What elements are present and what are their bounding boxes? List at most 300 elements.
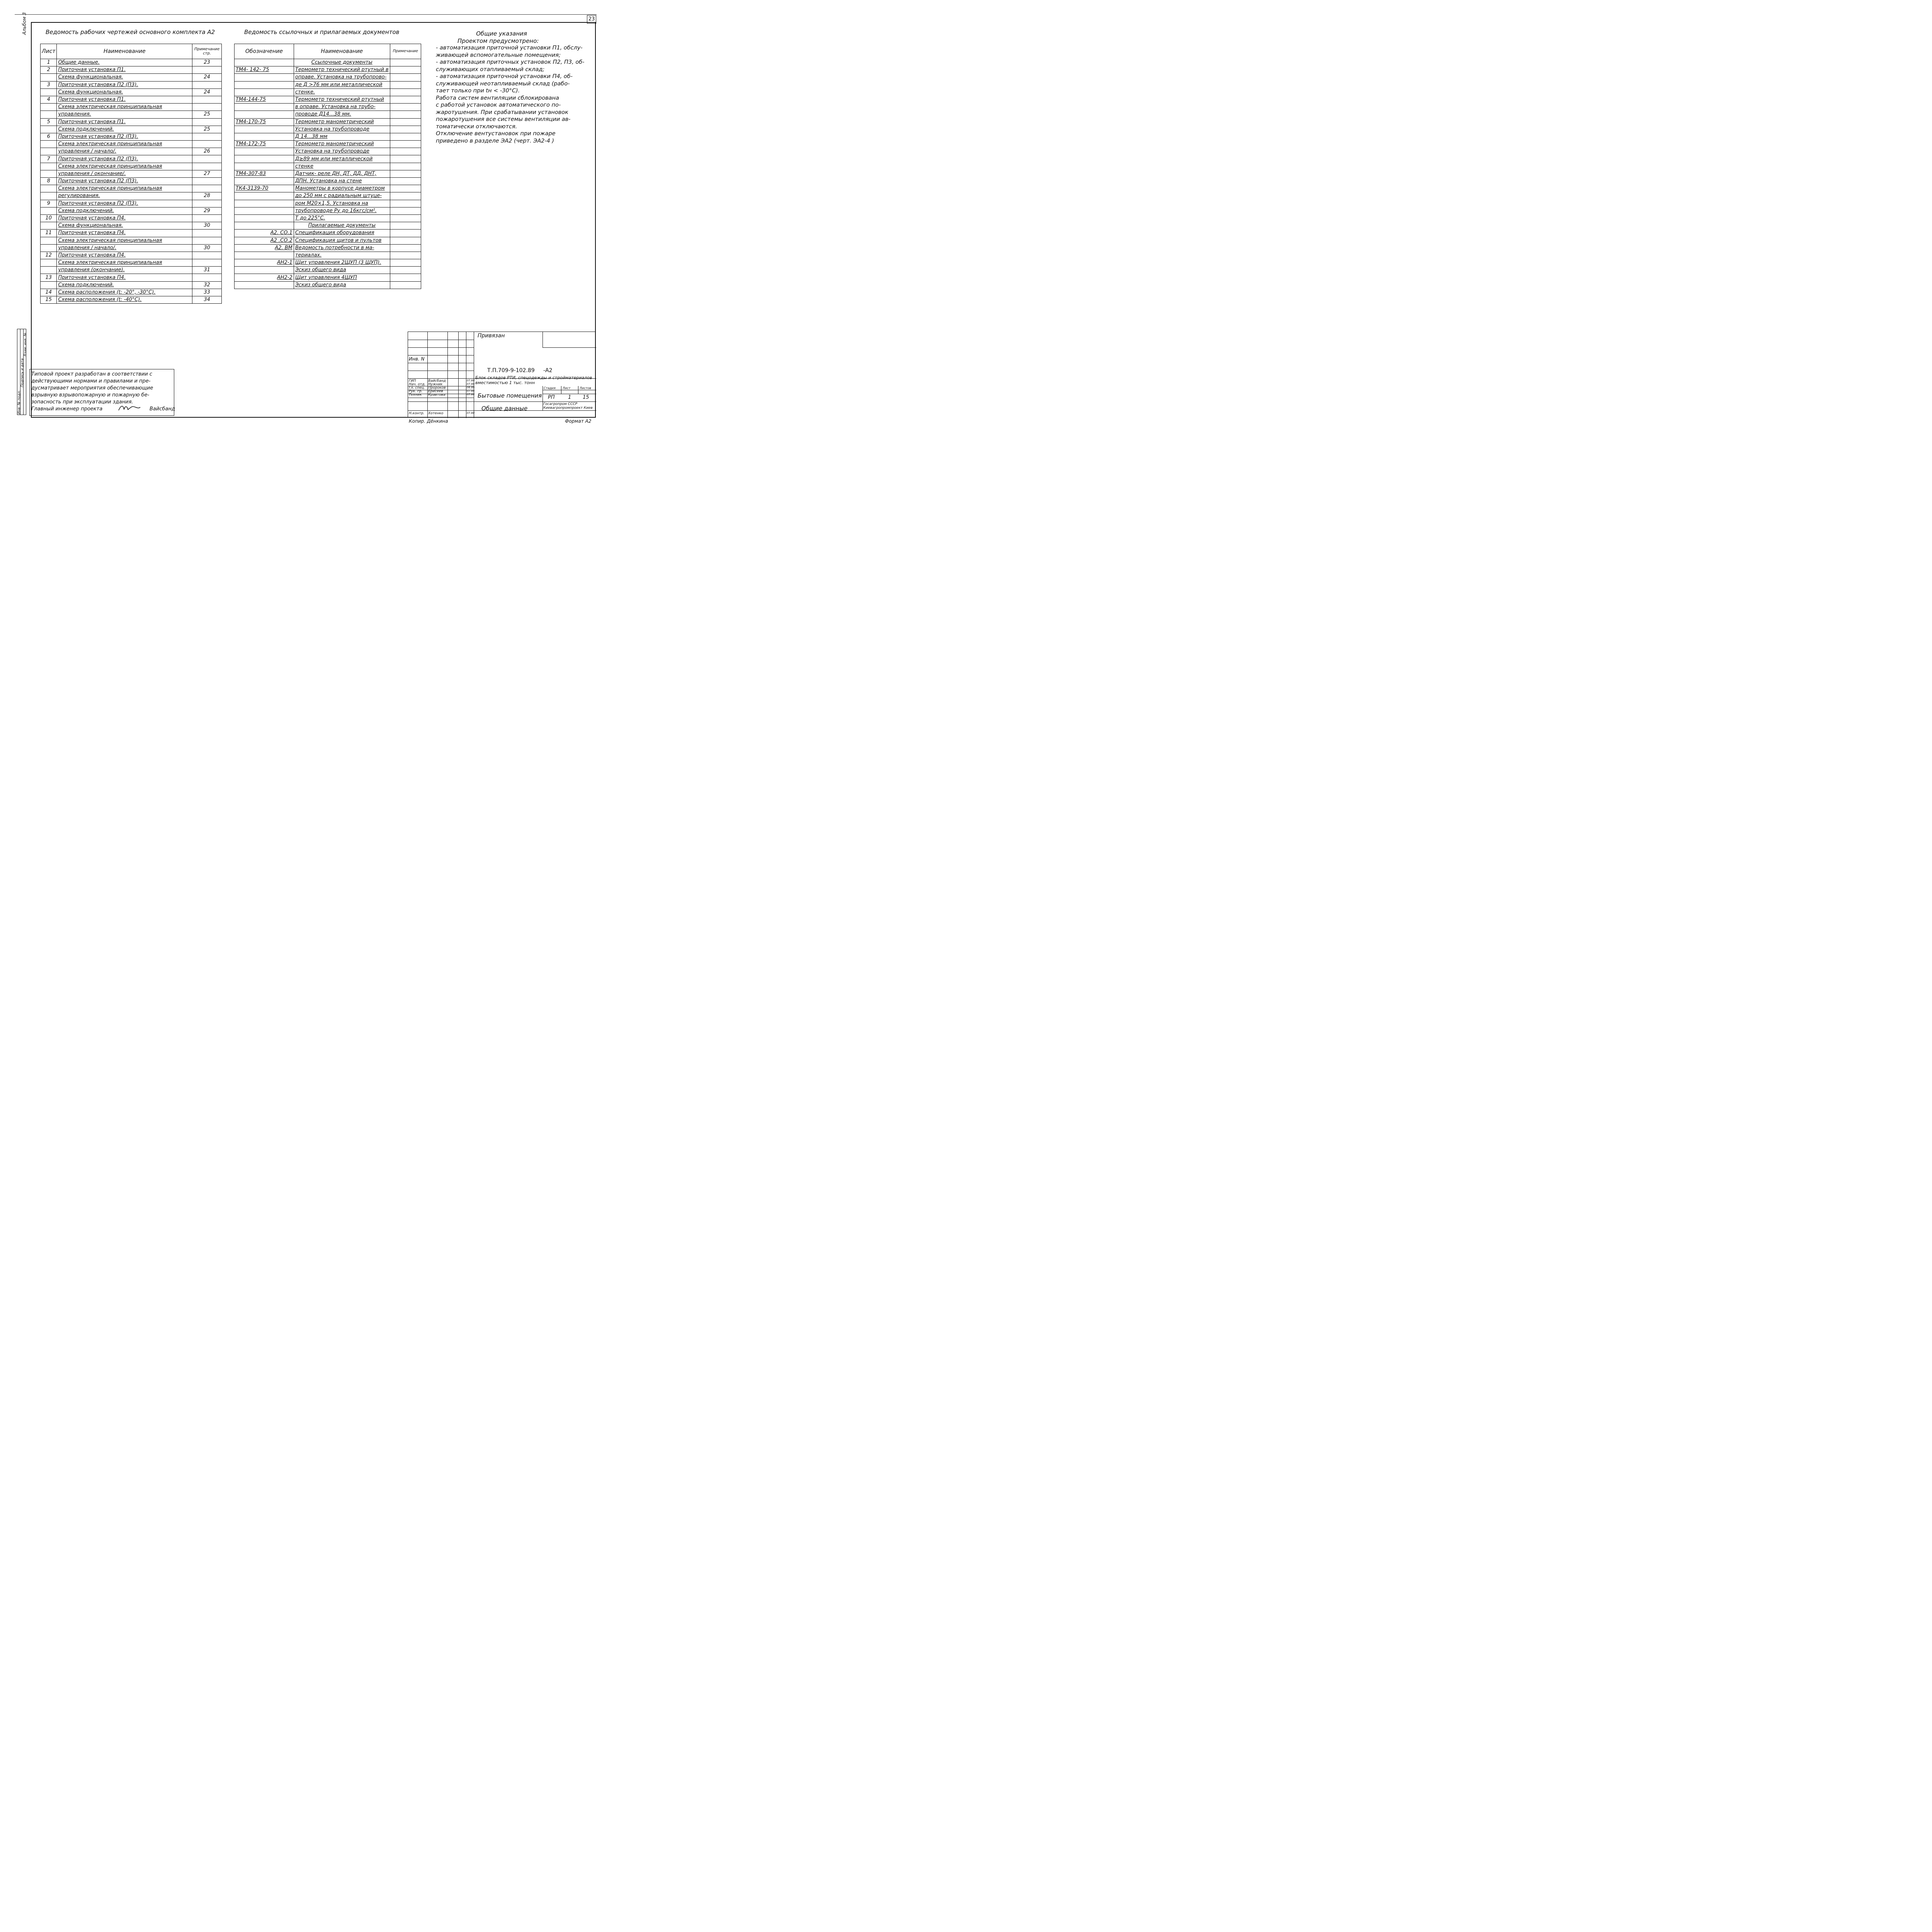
cell-sheet: 15: [41, 296, 57, 304]
cell-ref-name: Установка на трубопроводе: [294, 126, 390, 133]
cell-code: [235, 133, 294, 140]
sheet-title: Общие данные: [481, 405, 528, 412]
table-row: [41, 170, 222, 177]
cell-code: [235, 192, 294, 200]
cell-ref-note: [390, 126, 421, 133]
cell-sheet: [41, 163, 57, 170]
cell-name: Приточная установка П2 (П3).: [57, 178, 192, 185]
cell-code: [235, 111, 294, 118]
cell-name: Приточная установка П2 (П3).: [57, 155, 192, 163]
table-row: [41, 192, 222, 200]
cell-code: АН2-1: [235, 259, 294, 267]
cell-sheet: [41, 267, 57, 274]
cell-sheet: 3: [41, 81, 57, 88]
stage-label: Стадия: [544, 386, 556, 390]
cell-note: [192, 163, 222, 170]
notes-line: тает только при tн < -30°С).: [436, 88, 520, 94]
table-row: [41, 111, 222, 118]
cell-ref-note: [390, 59, 421, 66]
table-row: [235, 66, 421, 74]
table-row: [235, 274, 421, 281]
table-row: [235, 163, 421, 170]
side-stamp-replace: Взам. инв. №: [24, 332, 27, 356]
statement-lines: [31, 371, 172, 406]
notes-title: Общие указания: [476, 30, 527, 37]
cell-note: 29: [192, 207, 222, 214]
drawings-list-title: Ведомость рабочих чертежей основного комплекта А2: [46, 29, 215, 36]
cell-ref-note: [390, 133, 421, 140]
cell-note: [192, 178, 222, 185]
statement-line: зопасность при эксплуатации здания.: [31, 399, 133, 405]
sheets-value: 15: [583, 395, 589, 400]
cell-ref-note: [390, 192, 421, 200]
sheet-value: 1: [568, 395, 571, 400]
cell-code: ТМ4- 142- 75: [235, 66, 294, 74]
notes-line: с работой установок автоматического по-: [436, 102, 561, 108]
cell-note: [192, 118, 222, 126]
cell-sheet: [41, 111, 57, 118]
cell-ref-note: [390, 207, 421, 214]
notes-line: томатически отключаются.: [436, 123, 517, 130]
cell-code: [235, 207, 294, 214]
general-notes: [436, 30, 590, 145]
cell-ref-name: териалах.: [294, 252, 390, 259]
cell-note: [192, 200, 222, 207]
refs-table: [234, 44, 421, 289]
cell-note: 27: [192, 170, 222, 177]
checker-role: Н.контр.: [409, 412, 425, 415]
cell-sheet: 12: [41, 252, 57, 259]
cell-code: [235, 267, 294, 274]
sheets-label: Листов: [580, 386, 591, 390]
table-row: [41, 222, 222, 230]
refs-list-title: Ведомость ссылочных и прилагаемых документов: [244, 29, 400, 36]
table-row: [41, 155, 222, 163]
cell-name: Схема подключений.: [57, 207, 192, 214]
cell-name: Приточная установка П2 (П3).: [57, 200, 192, 207]
cell-ref-name: Термометр манометрический: [294, 141, 390, 148]
cell-code: [235, 104, 294, 111]
statement-line: действующими нормами и правилами и пре-: [31, 378, 151, 384]
cell-ref-name: Спецификация оборудования: [294, 230, 390, 237]
cell-ref-name: проводе Д14...38 мм.: [294, 111, 390, 118]
cell-ref-note: [390, 259, 421, 267]
cell-note: [192, 185, 222, 192]
table-row: [41, 133, 222, 140]
title-block: [408, 332, 596, 418]
cell-ref-name: Термометр манометрический: [294, 118, 390, 126]
cell-code: [235, 214, 294, 222]
cell-ref-name: де Д >76 мм или металлической: [294, 81, 390, 88]
cell-ref-name: Термометр технический ртутный в: [294, 66, 390, 74]
table-row: [41, 74, 222, 81]
cell-sheet: [41, 126, 57, 133]
cell-code: А2. ВМ: [235, 244, 294, 252]
project-name: Блок складов РТИ, спецодежды и стройматериалов вместимостью 1 тыс. тонн: [475, 375, 592, 385]
cell-note: [192, 274, 222, 281]
table-row: [235, 222, 421, 230]
cell-ref-name: ром М20×1,5. Установка на: [294, 200, 390, 207]
notes-line: Отключение вентустановок при пожаре: [436, 131, 556, 137]
cell-sheet: [41, 170, 57, 177]
cell-sheet: 8: [41, 178, 57, 185]
cell-name: Схема подключений.: [57, 126, 192, 133]
notes-line: - автоматизация приточной установки П4, об-: [436, 73, 573, 80]
table-row: [235, 155, 421, 163]
cell-sheet: 1: [41, 59, 57, 66]
table-row: [235, 126, 421, 133]
cell-sheet: 5: [41, 118, 57, 126]
cell-note: 24: [192, 74, 222, 81]
staff-date: 07.88: [467, 383, 475, 386]
table-row: [41, 207, 222, 214]
cell-ref-note: [390, 141, 421, 148]
cell-name: Приточная установка П4.: [57, 230, 192, 237]
cell-name: Схема функциональная.: [57, 222, 192, 230]
table-row: [235, 81, 421, 88]
header-code: Обозначение: [235, 44, 294, 59]
staff-role: Гл. спец.: [409, 386, 425, 390]
cell-ref-name: Щит управления 4ЩУП: [294, 274, 390, 281]
cell-name: управления / окончание/.: [57, 170, 192, 177]
cell-name: Схема расположения (t: -40°C).: [57, 296, 192, 304]
checker-date: 07.88: [467, 412, 475, 415]
cell-ref-name: Установка на трубопроводе: [294, 148, 390, 155]
cell-note: [192, 214, 222, 222]
table-row: [41, 296, 222, 304]
signature-icon: [117, 404, 144, 413]
notes-line: Работа систем вентиляции сблокирована: [436, 95, 559, 101]
cell-name: Схема электрическая принципиальная: [57, 259, 192, 267]
side-stamp: [17, 329, 26, 415]
cell-name: Общие данные.: [57, 59, 192, 66]
cell-ref-name: оправе. Установка на трубопрово-: [294, 74, 390, 81]
cell-ref-name: Т до 225°С.: [294, 214, 390, 222]
cell-name: Приточная установка П4.: [57, 214, 192, 222]
table-row: [235, 148, 421, 155]
cell-ref-note: [390, 148, 421, 155]
cell-note: [192, 81, 222, 88]
chief-engineer-label: Главный инженер проекта: [31, 406, 103, 412]
inv-label: Инв. N: [409, 356, 425, 362]
cell-code: [235, 81, 294, 88]
cell-name: Схема функциональная.: [57, 88, 192, 96]
statement-box: [29, 369, 174, 416]
table-row: [235, 267, 421, 274]
table-row: [235, 237, 421, 244]
cell-ref-note: [390, 230, 421, 237]
table-row: [41, 88, 222, 96]
cell-note: [192, 259, 222, 267]
cell-note: 30: [192, 244, 222, 252]
cell-ref-name: Ведомость потребности в ма-: [294, 244, 390, 252]
cell-name: Схема электрическая принципиальная: [57, 185, 192, 192]
cell-ref-name: в оправе. Установка на трубо-: [294, 104, 390, 111]
header-ref-name: Наименование: [294, 44, 390, 59]
cell-sheet: [41, 104, 57, 111]
table-row: [235, 74, 421, 81]
cell-note: 24: [192, 88, 222, 96]
cell-code: [235, 88, 294, 96]
cell-note: [192, 237, 222, 244]
cell-note: [192, 230, 222, 237]
staff-date: 07.88: [467, 379, 475, 382]
cell-ref-note: [390, 252, 421, 259]
cell-note: [192, 141, 222, 148]
cell-sheet: [41, 207, 57, 214]
cell-sheet: 10: [41, 214, 57, 222]
cell-sheet: 11: [41, 230, 57, 237]
cell-note: 23: [192, 59, 222, 66]
table-row: [235, 118, 421, 126]
cell-ref-name: Спецификация щитов и пультов: [294, 237, 390, 244]
table-row: [235, 252, 421, 259]
cell-sheet: 9: [41, 200, 57, 207]
cell-ref-note: [390, 237, 421, 244]
statement-line: дусматривает мероприятия обеспечивающие: [31, 385, 153, 391]
table-row: [41, 81, 222, 88]
cell-code: ТК4-3139-70: [235, 185, 294, 192]
cell-sheet: [41, 74, 57, 81]
cell-code: АН2-2: [235, 274, 294, 281]
cell-ref-note: [390, 155, 421, 163]
section-heading: Ссылочные документы: [294, 59, 390, 66]
cell-code: [235, 252, 294, 259]
staff-date: 06.88: [467, 386, 475, 389]
cell-ref-note: [390, 111, 421, 118]
table-row: [41, 96, 222, 103]
cell-note: [192, 96, 222, 103]
table-row: [235, 88, 421, 96]
cell-ref-note: [390, 170, 421, 177]
cell-ref-note: [390, 163, 421, 170]
stage-value: РП: [548, 395, 555, 400]
cell-note: [192, 252, 222, 259]
cell-note: [192, 66, 222, 74]
header-note: Примечание стр.: [192, 44, 222, 59]
notes-line: служивающей неотапливаемый склад (рабо-: [436, 80, 570, 87]
cell-name: Схема электрическая принципиальная: [57, 104, 192, 111]
staff-name: Нужник: [428, 383, 443, 386]
header-sheet: Лист: [41, 44, 57, 59]
cell-name: Схема функциональная.: [57, 74, 192, 81]
cell-ref-note: [390, 118, 421, 126]
staff-role: ГИП: [409, 379, 416, 383]
cell-code: ТМ4-170-75: [235, 118, 294, 126]
cell-note: [192, 133, 222, 140]
cell-ref-note: [390, 74, 421, 81]
cell-sheet: [41, 259, 57, 267]
cell-name: Приточная установка П2 (П3).: [57, 133, 192, 140]
cell-code: ТМ4-144-75: [235, 96, 294, 103]
cell-name: Схема электрическая принципиальная: [57, 141, 192, 148]
table-row: [41, 289, 222, 296]
cell-note: [192, 155, 222, 163]
cell-name: Приточная установка П1.: [57, 118, 192, 126]
cell-ref-note: [390, 214, 421, 222]
table-row: [235, 214, 421, 222]
table-row: [41, 126, 222, 133]
cell-sheet: [41, 148, 57, 155]
table-row: [235, 200, 421, 207]
cell-code: [235, 59, 294, 66]
table-row: [41, 163, 222, 170]
table-row: [41, 148, 222, 155]
notes-line: - автоматизация приточной установки П1, обслу-: [436, 45, 583, 51]
drawings-table: [40, 44, 222, 304]
table-row: [41, 185, 222, 192]
cell-code: [235, 148, 294, 155]
staff-date: 07.88: [467, 389, 475, 393]
table-row: [41, 104, 222, 111]
table-row: [41, 244, 222, 252]
cell-ref-name: Щит управления 2ЩУП (3 ЩУП).: [294, 259, 390, 267]
notes-line: служивающих отапливаемый склад;: [436, 66, 545, 73]
cell-sheet: [41, 244, 57, 252]
table-row: [41, 252, 222, 259]
cell-code: [235, 74, 294, 81]
staff-role: Рук. гр.: [409, 389, 423, 393]
cell-name: Приточная установка П1.: [57, 96, 192, 103]
cell-ref-name: ДПН. Установка на стене: [294, 178, 390, 185]
cell-sheet: [41, 185, 57, 192]
staff-name: Ерисеев: [428, 389, 443, 393]
section-heading: Прилагаемые документы: [294, 222, 390, 230]
top-border-line: [15, 14, 597, 15]
cell-ref-note: [390, 244, 421, 252]
table-row: [41, 259, 222, 267]
table-row: [41, 66, 222, 74]
table-row: [235, 192, 421, 200]
staff-role: Техник: [409, 393, 422, 397]
cell-ref-note: [390, 104, 421, 111]
cell-code: [235, 163, 294, 170]
cell-note: 30: [192, 222, 222, 230]
table-row: [235, 111, 421, 118]
cell-name: Схема подключений.: [57, 281, 192, 289]
notes-line: живающей вспомогательные помещения;: [436, 52, 561, 58]
cell-name: управления / начало/.: [57, 148, 192, 155]
table-row: [41, 230, 222, 237]
cell-name: управления.: [57, 111, 192, 118]
page-number: 23: [587, 15, 596, 24]
staff-name: Пророков: [428, 386, 446, 390]
cell-ref-name: Датчик- реле ДН, ДТ, ДД, ДНТ,: [294, 170, 390, 177]
cell-ref-note: [390, 200, 421, 207]
cell-ref-note: [390, 281, 421, 289]
checker-name: Хотенко: [428, 412, 444, 415]
cell-name: Приточная установка П1.: [57, 66, 192, 74]
table-row: [235, 96, 421, 103]
cell-note: 28: [192, 192, 222, 200]
cell-ref-note: [390, 274, 421, 281]
header-name: Наименование: [57, 44, 192, 59]
statement-line: взрывную взрывопожарную и пожарную бе-: [31, 392, 150, 398]
organization: Госагропром СССР Киевагропромпроект Киев: [543, 402, 593, 410]
table-row: [235, 281, 421, 289]
format-label: Формат А2: [565, 418, 592, 424]
cell-sheet: 4: [41, 96, 57, 103]
table-row: [235, 59, 421, 66]
cell-sheet: 2: [41, 66, 57, 74]
cell-note: 31: [192, 267, 222, 274]
cell-code: [235, 281, 294, 289]
staff-date: 07.88: [467, 393, 475, 396]
cell-ref-note: [390, 96, 421, 103]
cell-sheet: [41, 141, 57, 148]
cell-ref-name: Д 14...38 мм: [294, 133, 390, 140]
drawings-header-row: [41, 44, 222, 59]
table-row: [235, 185, 421, 192]
table-row: [235, 170, 421, 177]
table-row: [235, 244, 421, 252]
table-row: [41, 267, 222, 274]
cell-ref-note: [390, 81, 421, 88]
cell-ref-name: Эскиз общего вида: [294, 267, 390, 274]
copied-by: Копир. Дёнкина: [409, 418, 448, 424]
table-row: [41, 237, 222, 244]
cell-code: [235, 126, 294, 133]
notes-lines: [436, 44, 590, 145]
table-row: [41, 281, 222, 289]
chief-engineer-row: [31, 406, 175, 413]
cell-note: 25: [192, 111, 222, 118]
table-row: [235, 104, 421, 111]
cell-name: Схема расположения (t: -20°, -30°C).: [57, 289, 192, 296]
side-stamp-inv: Инв. № подл.: [17, 390, 21, 414]
notes-subtitle: Проектом предусмотрено:: [457, 37, 539, 44]
notes-line: приведено в разделе ЭА2 (черт. ЭА2-4 ): [436, 138, 554, 144]
cell-sheet: 6: [41, 133, 57, 140]
table-row: [235, 230, 421, 237]
cell-note: 34: [192, 296, 222, 304]
cell-ref-name: стенке: [294, 163, 390, 170]
cell-ref-note: [390, 66, 421, 74]
table-row: [41, 214, 222, 222]
cell-name: управления (окончание).: [57, 267, 192, 274]
header-ref-note: Примечание: [390, 44, 421, 59]
cell-name: Схема электрическая принципиальная: [57, 163, 192, 170]
table-row: [41, 274, 222, 281]
cell-code: А2 .СО.2: [235, 237, 294, 244]
cell-name: управления / начало/.: [57, 244, 192, 252]
staff-role: Нач. отд.: [409, 383, 426, 386]
table-row: [41, 200, 222, 207]
cell-ref-note: [390, 185, 421, 192]
cell-name: Приточная установка П4.: [57, 274, 192, 281]
cell-name: Приточная установка П2 (П3).: [57, 81, 192, 88]
notes-line: жаротушения. При срабатывании установок: [436, 109, 568, 116]
cell-name: Схема электрическая принципиальная: [57, 237, 192, 244]
cell-note: [192, 104, 222, 111]
cell-ref-name: до 250 мм с радиальным штуце-: [294, 192, 390, 200]
cell-name: регулирования.: [57, 192, 192, 200]
table-row: [235, 133, 421, 140]
cell-sheet: [41, 237, 57, 244]
notes-line: пожаротушения все системы вентиляции ав-: [436, 116, 571, 122]
cell-name: Приточная установка П4.: [57, 252, 192, 259]
cell-note: 33: [192, 289, 222, 296]
cell-ref-name: Манометры в корпусе диаметром: [294, 185, 390, 192]
cell-ref-note: [390, 267, 421, 274]
cell-ref-note: [390, 222, 421, 230]
cell-ref-name: Эскиз общего вида: [294, 281, 390, 289]
cell-sheet: [41, 222, 57, 230]
staff-name: Кравтова: [428, 393, 446, 397]
cell-ref-name: Д≥89 мм или металлической: [294, 155, 390, 163]
table-row: [41, 178, 222, 185]
cell-ref-note: [390, 88, 421, 96]
